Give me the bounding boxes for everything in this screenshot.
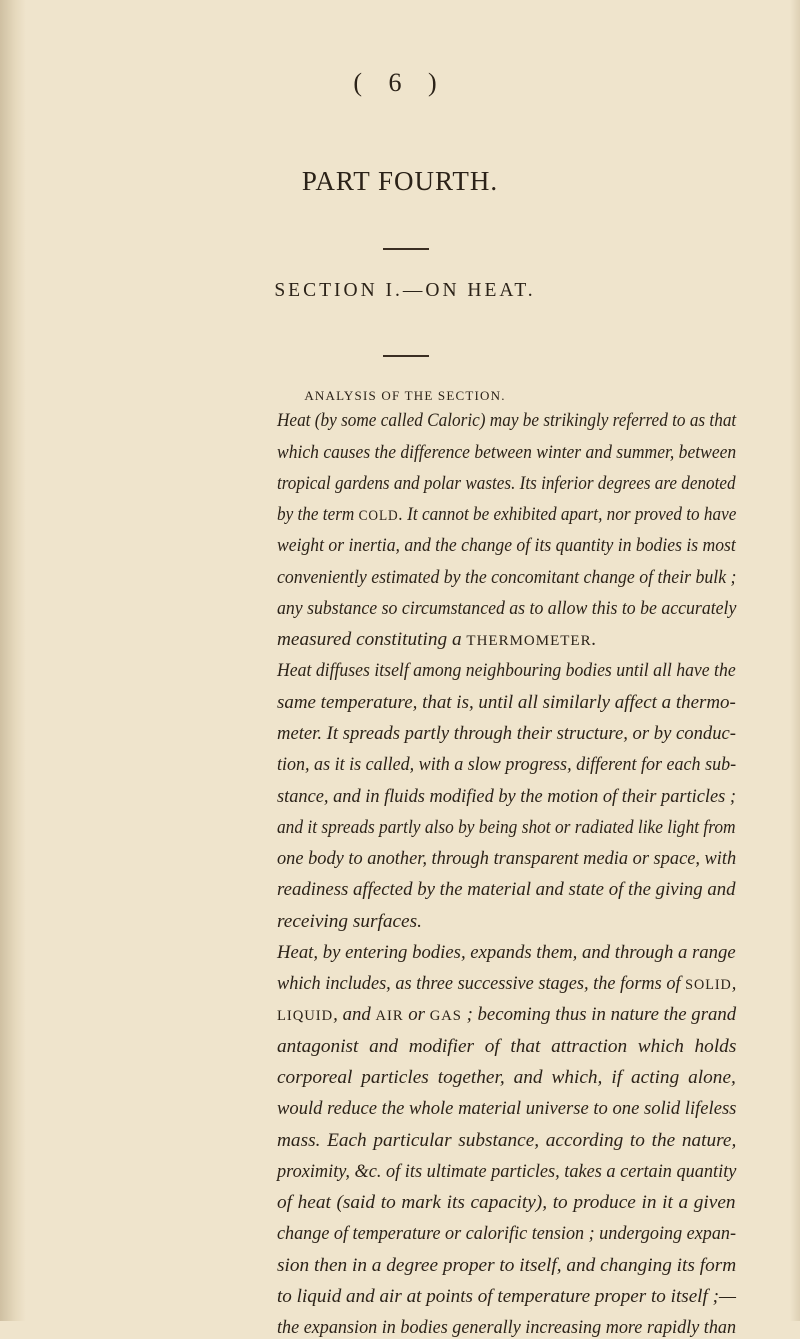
text-line — [277, 1286, 736, 1308]
text-run: readiness affected by the material and state of the giving and — [277, 879, 736, 900]
text-line — [277, 410, 736, 432]
text-run: sion then in a degree proper to itself, and changing its form — [277, 1255, 737, 1276]
text-line — [277, 660, 736, 682]
text-run: or — [403, 1004, 430, 1025]
text-run: to liquid and air at points of temperature proper to itself ;— — [277, 1286, 736, 1307]
text-line — [277, 817, 736, 839]
text-line — [277, 629, 596, 651]
text-line — [277, 1130, 736, 1152]
text-run: the expansion in bodies generally increasing more rapidly than — [277, 1317, 737, 1338]
text-line — [277, 442, 736, 464]
text-line — [277, 567, 736, 589]
text-run: Heat (by some called Caloric) may be strikingly referred to as that — [277, 410, 737, 431]
text-line — [277, 723, 736, 745]
text-run: corporeal particles together, and which, if acting alone, — [277, 1067, 736, 1088]
text-line — [277, 535, 736, 557]
text-run: tion, as it is called, with a slow progress, different for each sub- — [277, 754, 737, 775]
text-run: same temperature, that is, until all similarly affect a thermo- — [277, 692, 736, 713]
text-line — [277, 1161, 736, 1183]
analysis-heading: ANALYSIS OF THE SECTION. — [304, 388, 506, 403]
text-line — [277, 754, 736, 776]
text-run: antagonist and modifier of that attraction which holds — [277, 1036, 737, 1057]
text-run: Heat diffuses itself among neighbouring bodies until all have the — [277, 660, 736, 681]
text-run: which causes the difference between winter and summer, between — [277, 442, 737, 463]
page-edge — [790, 0, 800, 1321]
text-run: stance, and in fluids modified by the motion of their particles ; — [277, 786, 736, 807]
text-line — [277, 692, 736, 714]
small-caps-term: COLD — [358, 508, 399, 524]
text-line — [277, 473, 736, 495]
text-run: which includes, as three successive stages, the forms of — [277, 973, 686, 994]
text-run: . — [591, 629, 597, 650]
text-line — [277, 848, 736, 870]
text-run: of heat (said to mark its capacity), to produce in it a given — [277, 1192, 736, 1213]
text-run: meter. It spreads partly through their structure, or by conduc- — [277, 723, 737, 744]
page-gutter — [0, 0, 26, 1321]
text-run: measured constituting a — [277, 629, 467, 650]
text-line — [277, 942, 736, 964]
text-line — [277, 1192, 736, 1214]
part-title: PART FOURTH. — [301, 166, 499, 196]
text-line — [277, 1098, 736, 1120]
text-line — [277, 1317, 736, 1339]
text-run: , — [731, 973, 737, 994]
text-run: would reduce the whole material universe to one solid lifeless — [277, 1098, 737, 1119]
text-line — [277, 504, 736, 526]
text-run: weight or inertia, and the change of its quantity in bodies is most — [277, 535, 736, 556]
small-caps-term: THERMOMETER — [466, 633, 592, 649]
text-run: ; becoming thus in nature the grand — [461, 1004, 737, 1025]
text-line — [277, 1255, 736, 1277]
text-run: conveniently estimated by the concomitant change of their bulk ; — [277, 567, 737, 588]
text-run: Heat, by entering bodies, expands them, and through a range — [277, 942, 736, 963]
small-caps-term: LIQUID — [277, 1008, 334, 1024]
text-line — [277, 598, 736, 620]
text-run: mass. Each particular substance, according to the nature, — [277, 1130, 737, 1151]
text-run: receiving surfaces. — [277, 911, 422, 932]
text-line — [277, 911, 422, 933]
small-caps-term: GAS — [429, 1008, 462, 1024]
text-line — [277, 973, 736, 995]
text-run: , and — [333, 1004, 376, 1025]
text-run: by the term — [277, 504, 359, 525]
text-run: any substance so circumstanced as to allow this to be accurately — [277, 598, 737, 619]
text-run: one body to another, through transparent media or space, with — [277, 848, 737, 869]
text-line — [277, 1223, 736, 1245]
text-line — [277, 786, 736, 808]
text-line — [277, 1036, 736, 1058]
text-line — [277, 1004, 736, 1026]
divider-rule — [383, 248, 429, 250]
small-caps-term: SOLID — [685, 977, 732, 993]
text-line — [277, 1067, 736, 1089]
small-caps-term: AIR — [375, 1008, 404, 1024]
text-run: change of temperature or calorific tension ; undergoing expan- — [277, 1223, 737, 1244]
text-line — [277, 879, 736, 901]
divider-rule — [383, 355, 429, 357]
section-title: SECTION I.—ON HEAT. — [274, 280, 536, 301]
text-run: and it spreads partly also by being shot or radiated like light from — [277, 817, 736, 838]
page-number: ( 6 ) — [353, 68, 447, 97]
text-run: tropical gardens and polar wastes. Its inferior degrees are denoted — [277, 473, 736, 494]
text-run: . It cannot be exhibited apart, nor proved to have — [398, 504, 737, 525]
text-run: proximity, &c. of its ultimate particles, takes a certain quantity — [277, 1161, 737, 1182]
